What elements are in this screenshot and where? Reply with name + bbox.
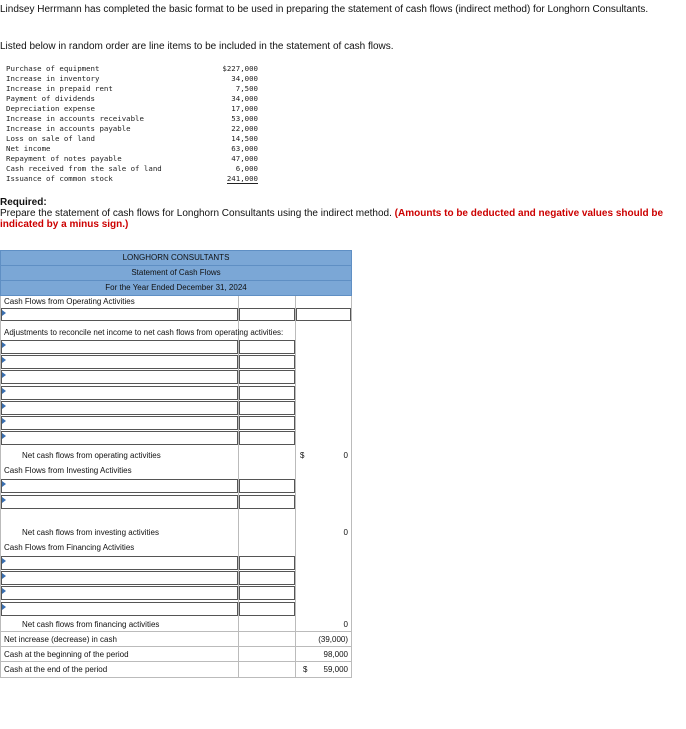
adjustment-row-amount-input[interactable]	[239, 386, 295, 400]
financing-row-label-input[interactable]	[1, 556, 238, 570]
net-income-amount-input[interactable]	[239, 308, 295, 321]
line-item-label: Loss on sale of land	[6, 134, 95, 143]
line-items-list	[6, 64, 258, 184]
line-item	[6, 174, 258, 184]
investing-row-label-input[interactable]	[1, 479, 238, 493]
net-increase-label: Net increase (decrease) in cash	[4, 635, 117, 644]
line-item-label: Purchase of equipment	[6, 64, 100, 73]
line-item-label: Net income	[6, 144, 51, 153]
investing-row-label-input[interactable]	[1, 495, 238, 509]
adjustment-row-label-input[interactable]	[1, 340, 238, 354]
line-item-label: Payment of dividends	[6, 94, 95, 103]
line-item	[6, 164, 258, 174]
adjustment-row-amount-input[interactable]	[239, 431, 295, 445]
line-item	[6, 104, 258, 114]
statement-title: Statement of Cash Flows	[0, 265, 352, 281]
net-investing-value: 0	[343, 528, 348, 537]
line-item	[6, 94, 258, 104]
line-item-label: Depreciation expense	[6, 104, 95, 113]
adjustment-row-amount-input[interactable]	[239, 370, 295, 384]
listed-text: Listed below in random order are line items to be included in the statement of cash flows.	[0, 41, 394, 52]
line-item	[6, 64, 258, 74]
net-income-total-input[interactable]	[296, 308, 351, 321]
line-item	[6, 124, 258, 134]
adjustment-row-label-input[interactable]	[1, 416, 238, 430]
cash-begin-value: 98,000	[323, 650, 348, 659]
line-item-amount: 34,000	[231, 74, 258, 83]
intro-text: Lindsey Herrmann has completed the basic format to be used in preparing the statement of cash flows (indirect method) for Longhorn Consultants.	[0, 4, 649, 15]
line-item-amount: 53,000	[231, 114, 258, 123]
financing-row-amount-input[interactable]	[239, 602, 295, 616]
net-operating-dollar: $	[300, 451, 305, 460]
line-item-label: Issuance of common stock	[6, 174, 113, 183]
line-item-label: Increase in prepaid rent	[6, 84, 113, 93]
line-item-amount: 34,000	[231, 94, 258, 103]
net-investing-label: Net cash flows from investing activities	[22, 528, 159, 537]
line-item-amount: 241,000	[226, 174, 258, 183]
investing-row-amount-input[interactable]	[239, 495, 295, 509]
net-operating-value: 0	[343, 451, 348, 460]
company-name: LONGHORN CONSULTANTS	[0, 250, 352, 266]
line-item	[6, 114, 258, 124]
line-item-amount: 14,500	[231, 134, 258, 143]
line-item	[6, 154, 258, 164]
line-item-amount: 7,500	[235, 84, 258, 93]
line-item-amount: 63,000	[231, 144, 258, 153]
operating-heading: Cash Flows from Operating Activities	[4, 297, 135, 306]
financing-row-amount-input[interactable]	[239, 571, 295, 585]
investing-heading: Cash Flows from Investing Activities	[4, 466, 132, 475]
line-item-label: Repayment of notes payable	[6, 154, 122, 163]
net-financing-value: 0	[343, 620, 348, 629]
investing-row-amount-input[interactable]	[239, 479, 295, 493]
adjustment-row-label-input[interactable]	[1, 401, 238, 415]
cash-end-label: Cash at the end of the period	[4, 665, 108, 674]
line-item-amount: 17,000	[231, 104, 258, 113]
line-item-amount: 47,000	[231, 154, 258, 163]
required-heading: Required:	[0, 197, 47, 208]
financing-heading: Cash Flows from Financing Activities	[4, 543, 135, 552]
line-item-label: Increase in inventory	[6, 74, 100, 83]
required-note: (Amounts to be deducted and negative values should be indicated by a minus sign.)	[0, 208, 664, 230]
adjustment-row-amount-input[interactable]	[239, 401, 295, 415]
net-income-label-input[interactable]	[1, 308, 238, 321]
adjustment-row-amount-input[interactable]	[239, 340, 295, 354]
cash-end-dollar: $	[303, 665, 308, 674]
adjustments-label: Adjustments to reconcile net income to net cash flows from operating activities:	[4, 328, 284, 337]
line-item	[6, 84, 258, 94]
line-item-amount: 6,000	[235, 164, 258, 173]
cash-flow-statement	[0, 250, 352, 678]
financing-row-amount-input[interactable]	[239, 556, 295, 570]
adjustment-row-label-input[interactable]	[1, 370, 238, 384]
statement-period: For the Year Ended December 31, 2024	[0, 280, 352, 296]
net-financing-label: Net cash flows from financing activities	[22, 620, 160, 629]
line-item-label: Increase in accounts payable	[6, 124, 131, 133]
line-item-amount: 22,000	[231, 124, 258, 133]
line-item-label: Increase in accounts receivable	[6, 114, 144, 123]
line-item	[6, 134, 258, 144]
adjustment-row-label-input[interactable]	[1, 386, 238, 400]
line-item	[6, 74, 258, 84]
required-instruction: Prepare the statement of cash flows for Longhorn Consultants using the indirect method.	[0, 208, 392, 219]
required-text	[0, 208, 686, 230]
financing-row-label-input[interactable]	[1, 586, 238, 600]
line-item-label: Cash received from the sale of land	[6, 164, 162, 173]
financing-row-amount-input[interactable]	[239, 586, 295, 600]
financing-row-label-input[interactable]	[1, 571, 238, 585]
line-item	[6, 144, 258, 154]
cash-end-value: 59,000	[323, 665, 348, 674]
adjustment-row-amount-input[interactable]	[239, 416, 295, 430]
cash-begin-label: Cash at the beginning of the period	[4, 650, 129, 659]
financing-row-label-input[interactable]	[1, 602, 238, 616]
adjustment-row-label-input[interactable]	[1, 355, 238, 369]
line-item-amount: $227,000	[222, 64, 258, 73]
net-increase-value: (39,000)	[318, 635, 348, 644]
adjustment-row-amount-input[interactable]	[239, 355, 295, 369]
adjustment-row-label-input[interactable]	[1, 431, 238, 445]
net-operating-label: Net cash flows from operating activities	[22, 451, 161, 460]
